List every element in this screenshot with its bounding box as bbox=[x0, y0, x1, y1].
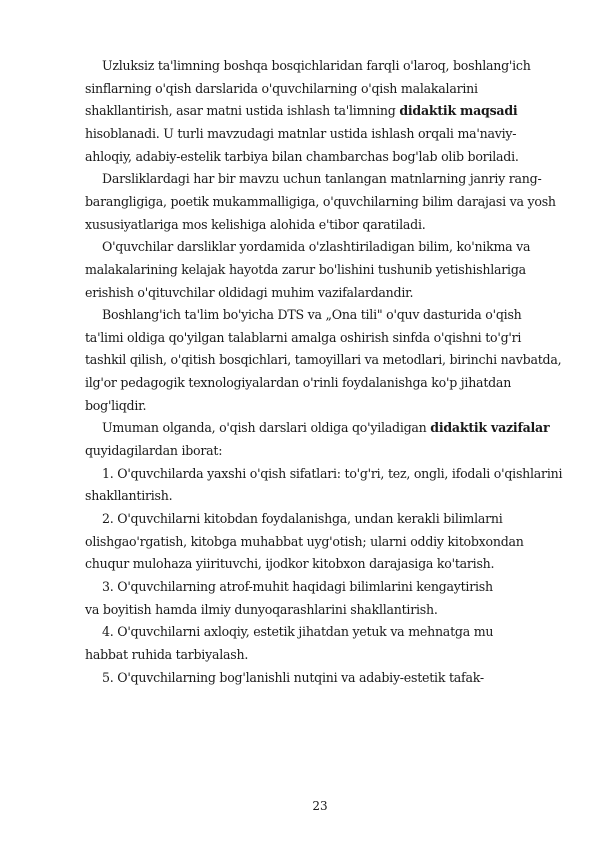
text-line bbox=[102, 418, 549, 438]
text-line bbox=[102, 509, 503, 529]
text-line bbox=[85, 486, 172, 506]
text-span: 5. O'quvchilarning bog'lanishli nutqini va adabiy-estetik tafak- bbox=[102, 669, 484, 685]
text-line bbox=[85, 532, 524, 552]
text-line bbox=[85, 215, 426, 235]
text-line bbox=[102, 56, 531, 76]
text-line bbox=[85, 373, 511, 393]
text-span: ilg'or pedagogik texnologiyalardan o'rinli foydalanishga ko'p jihatdan bbox=[85, 375, 512, 391]
text-line bbox=[85, 441, 222, 461]
text-span: ta'limi oldiga qo'yilgan talablarni amalga oshirish sinfda o'qishni to'g'ri bbox=[85, 329, 522, 345]
text-line bbox=[102, 668, 484, 688]
text-span: 2. O'quvchilarni kitobdan foydalanishga, undan kerakli bilimlarni bbox=[102, 511, 503, 526]
text-span: 1. O'quvchilarda yaxshi o'qish sifatlari: to'g'ri, tez, ongli, ifodali o'qishlarini bbox=[102, 465, 563, 481]
text-line bbox=[102, 622, 493, 642]
text-line bbox=[85, 79, 478, 99]
text-span: va boyitish hamda ilmiy dunyoqarashlarini shakllantirish. bbox=[85, 601, 438, 617]
text-span: Darsliklardagi har bir mavzu uchun tanlangan matnlarning janriy rang- bbox=[102, 171, 542, 187]
text-line bbox=[102, 237, 530, 257]
text-span: barangligiga, poetik mukammalligiga, o'quvchilarning bilim darajasi va yosh bbox=[85, 193, 556, 209]
bold-term: didaktik maqsadi bbox=[399, 103, 518, 119]
text-line bbox=[102, 577, 493, 597]
text-span: hisoblanadi. U turli mavzudagi matnlar ustida ishlash orqali ma'naviy- bbox=[85, 125, 517, 141]
text-line bbox=[102, 305, 522, 325]
text-span: shakllantirish. bbox=[85, 488, 173, 504]
text-span: xususiyatlariga mos kelishiga alohida e'tibor qaratiladi. bbox=[85, 216, 426, 232]
text-line bbox=[85, 124, 516, 144]
bold-term: didaktik vazifalar bbox=[430, 420, 550, 436]
text-line bbox=[102, 464, 562, 484]
text-line bbox=[85, 645, 248, 665]
text-line bbox=[85, 283, 413, 303]
text-span: sinflarning o'qish darslarida o'quvchilarning o'qish malakalarini bbox=[85, 80, 478, 96]
text-span: bog'liqdir. bbox=[85, 397, 147, 413]
text-span: Umuman olganda, o'qish darslari oldiga qo'yiladigan bbox=[102, 420, 431, 436]
text-line bbox=[102, 169, 541, 189]
text-span: ahloqiy, adabiy-estelik tarbiya bilan chambarchas bog'lab olib boriladi. bbox=[85, 148, 519, 164]
text-span: O'quvchilar darsliklar yordamida o'zlashtiriladigan bilim, ko'nikma va bbox=[102, 239, 531, 255]
text-line bbox=[85, 350, 561, 370]
text-span: olishgao'rgatish, kitobga muhabbat uyg'otish; ularni oddiy kitobxondan bbox=[85, 533, 524, 549]
text-span: 4. O'quvchilarni axloqiy, estetik jihatdan yetuk va mehnatga mu bbox=[102, 624, 494, 640]
text-line bbox=[85, 260, 526, 280]
text-line bbox=[85, 192, 556, 212]
text-span: Uzluksiz ta'limning boshqa bosqichlaridan farqli o'laroq, boshlang'ich bbox=[102, 58, 531, 73]
text-span: erishish o'qituvchilar oldidagi muhim vazifalardandir. bbox=[85, 284, 414, 300]
text-line bbox=[85, 147, 519, 167]
text-line bbox=[85, 600, 438, 620]
text-span: shakllantirish, asar matni ustida ishlash ta'limning bbox=[85, 103, 400, 119]
text-span: 3. O'quvchilarning atrof-muhit haqidagi bilimlarini kengaytirish bbox=[102, 578, 493, 594]
text-span: tashkil qilish, o'qitish bosqichlari, tamoyillari va metodlari, birinchi navbatda, bbox=[85, 352, 562, 368]
text-line bbox=[85, 396, 146, 416]
text-line bbox=[85, 101, 517, 121]
text-span: Boshlang'ich ta'lim bo'yicha DTS va „Ona tili" o'quv dasturida o'qish bbox=[102, 307, 522, 323]
text-span: quyidagilardan iborat: bbox=[85, 443, 223, 459]
text-span: malakalarining kelajak hayotda zarur bo'lishini tushunib yetishishlariga bbox=[85, 261, 526, 277]
text-span: chuqur mulohaza yiirituvchi, ijodkor kitobxon darajasiga ko'tarish. bbox=[85, 556, 495, 572]
text-line bbox=[85, 328, 521, 348]
text-span: habbat ruhida tarbiyalash. bbox=[85, 646, 249, 662]
text-line bbox=[85, 554, 494, 574]
page-number: 23 bbox=[312, 799, 328, 813]
